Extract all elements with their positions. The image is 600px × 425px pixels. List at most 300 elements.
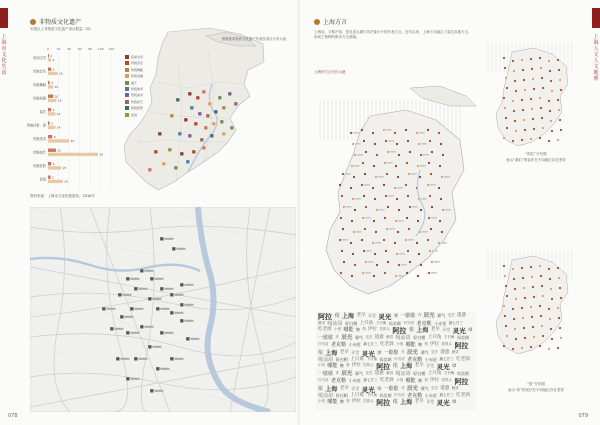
dialect-sample-point [431, 261, 433, 263]
mini-map-point [504, 275, 506, 277]
dialect-sample-point [407, 195, 409, 197]
word-cloud-term: 捏鼻头 [363, 399, 374, 403]
dialect-point-label-bar [388, 195, 394, 197]
x-tick-label: 60 [77, 47, 82, 51]
word-cloud-term: 小囡 [334, 327, 342, 331]
heritage-site-marker [218, 96, 222, 100]
mini-map-point [551, 130, 553, 132]
bar-value-label: 14 [56, 125, 61, 130]
street-site-label-bar [138, 288, 147, 290]
mini-map-point [539, 97, 541, 99]
street-site-label-bar [130, 278, 139, 280]
street-site-label-bar [120, 358, 129, 360]
dialect-sample-point [440, 143, 442, 145]
dialect-sample-point [363, 195, 365, 197]
word-cloud-term: 上只角 [427, 335, 442, 340]
category-label: 民俗 [39, 177, 46, 182]
word-cloud-term: 下只角 [366, 393, 378, 397]
mini-map-2-land [496, 256, 568, 354]
district-map-legend [125, 55, 149, 119]
dialect-sample-point [352, 198, 354, 200]
word-cloud-term: 一歇歇 [318, 371, 334, 377]
street-site-label-bar [184, 304, 193, 306]
street-site-marker [126, 277, 130, 281]
mini-map-point [557, 307, 559, 309]
category-label: 传统舞蹈 [33, 83, 46, 87]
mini-map-point [548, 100, 550, 102]
word-cloud-term: 吃老酒 [380, 377, 394, 383]
word-cloud-term: 吃老酒 [456, 357, 470, 362]
street-site-marker [170, 311, 174, 315]
dialect-sample-point [396, 253, 398, 255]
dialect-sample-point [386, 173, 388, 175]
mini-map-2-note: 表示“你”的说法在不同地区存在差异 [507, 388, 565, 392]
mini-map-point [542, 127, 544, 129]
word-cloud-term: 嗲 [377, 385, 382, 391]
bar-value-label: 5 [52, 175, 54, 180]
word-cloud-term: 搞七廿三 [363, 341, 378, 346]
street-site-label-bar [130, 378, 139, 380]
heritage-site-marker [178, 132, 182, 136]
word-cloud-term: 勿 [346, 363, 350, 367]
mini-map-point [523, 79, 525, 81]
right-page-number: 079 [578, 413, 588, 419]
dialect-point-label-bar [431, 217, 437, 219]
street-site-marker [160, 331, 164, 335]
dialect-point-label-bar [397, 187, 403, 189]
legend-swatch-icon [125, 113, 129, 117]
heritage-site-marker [222, 132, 226, 136]
word-cloud-term: 交关 [430, 385, 438, 390]
mini-map-point [506, 87, 508, 89]
dialect-sample-point [385, 195, 387, 197]
dialect-sample-point [396, 143, 398, 145]
word-cloud-term: 捣浆糊 [379, 393, 392, 398]
dialect-point-label-bar [355, 143, 361, 145]
street-site-label-bar [138, 358, 147, 360]
bar-municipal [48, 139, 69, 142]
word-cloud-term: 下只角 [444, 371, 455, 375]
word-cloud-term: 好白相 [413, 371, 426, 376]
mini-map-point [521, 307, 523, 309]
street-site-label-bar [106, 308, 115, 310]
mini-map-point [540, 107, 542, 109]
word-cloud-term: 阿拉 [454, 341, 469, 350]
legend-swatch-icon [125, 81, 129, 85]
dialect-sample-point [398, 209, 400, 211]
word-cloud-term: 一歇歇 [383, 385, 399, 392]
dialect-sample-point [384, 162, 386, 164]
word-cloud-term: 搞七廿三 [448, 321, 463, 325]
mini-map-point [522, 317, 524, 319]
mini-map-point [541, 285, 543, 287]
mini-map-point [551, 298, 553, 300]
heritage-site-marker [208, 102, 212, 106]
street-site-marker [180, 303, 184, 307]
street-site-label-bar [160, 368, 169, 370]
mini-map-point [513, 278, 515, 280]
heritage-site-marker [170, 114, 174, 118]
bar-municipal [48, 153, 98, 156]
heritage-site-marker [196, 96, 200, 100]
word-cloud-term: 哪能 [343, 327, 354, 333]
mini-map-point [539, 305, 541, 307]
left-section-title [30, 17, 81, 26]
mini-map-point [503, 137, 505, 139]
mini-map-point [532, 286, 534, 288]
dialect-sample-point [394, 187, 396, 189]
street-site-label-bar [122, 294, 131, 296]
dialect-sample-point [352, 143, 354, 145]
dialect-sample-point [362, 162, 364, 164]
mini-map-point [539, 137, 541, 139]
dialect-sample-point [362, 217, 364, 219]
bar-national [48, 122, 50, 125]
street-site-label-bar [184, 284, 193, 286]
word-cloud-term: 交关 [430, 349, 438, 354]
legend-label: 传统医药 [131, 106, 144, 111]
dialect-sample-point [372, 132, 374, 134]
dialect-sample-point [397, 231, 399, 233]
dialect-sample-point [365, 261, 367, 263]
mini-map-point [541, 77, 543, 79]
dialect-sample-point [417, 165, 419, 167]
dialect-point-label-bar [431, 272, 437, 274]
dialect-sample-point [364, 173, 366, 175]
mini-map-point [524, 297, 526, 299]
mini-map-point [539, 57, 541, 59]
street-site-marker [130, 307, 134, 311]
street-site-label-bar [190, 338, 199, 340]
legend-label: 传统美术 [131, 93, 144, 98]
word-cloud-term: 吃老酒 [456, 393, 470, 398]
dialect-point-label-bar [365, 272, 371, 274]
street-site-label-bar [174, 358, 183, 360]
dialect-point-label-bar [401, 264, 407, 266]
street-site-marker [116, 357, 120, 361]
street-site-marker [186, 337, 190, 341]
word-cloud-term: 下只角 [366, 357, 378, 361]
word-cloud-term: 辰光 [341, 335, 353, 341]
left-footnote: 资料来源：上海市文化和旅游局，2018年 [30, 194, 95, 198]
dialect-sample-point [350, 242, 352, 244]
x-tick-label: 40 [67, 47, 72, 51]
dialect-point-label-bar [388, 140, 394, 142]
dialect-sample-point [339, 184, 341, 186]
street-site-label-bar [184, 320, 193, 322]
street-site-marker [160, 287, 164, 291]
dialect-sample-point [376, 154, 378, 156]
mini-map-point [542, 87, 544, 89]
dialect-sample-point [408, 173, 410, 175]
legend-item [125, 74, 149, 78]
word-cloud-term: 好白相 [335, 357, 348, 362]
dialect-sample-point [417, 220, 419, 222]
word-cloud-term: 瞎讲 [386, 371, 394, 375]
legend-label: 传统体育 [131, 86, 144, 91]
word-cloud-term: 适意 [440, 349, 450, 355]
word-cloud-term: 勿 [424, 341, 428, 346]
dialect-sample-point [353, 231, 355, 233]
dialect-map-label: 上海市方言分区示意 [314, 70, 346, 74]
bar-value-label: 28 [64, 179, 68, 184]
dialect-sample-point [417, 275, 419, 277]
dialect-sample-point [409, 206, 411, 208]
bar-municipal [48, 180, 63, 183]
mini-map-point [514, 80, 516, 82]
word-cloud-term: 拎勿清 [394, 393, 405, 397]
word-cloud-term: 捣浆糊 [379, 357, 392, 362]
word-cloud-term: 下只角 [444, 335, 455, 339]
street-site-label-bar [130, 332, 139, 334]
word-cloud-term: 适意 [440, 385, 450, 391]
word-cloud-term: 伊拉 [429, 341, 439, 347]
word-cloud-term: 作 [335, 335, 340, 339]
bar-value-label: 95 [99, 152, 104, 157]
mini-map-point [539, 265, 541, 267]
dialect-sample-point [418, 253, 420, 255]
mini-map-point [503, 305, 505, 307]
mini-map-point [505, 285, 507, 287]
mini-map-point [524, 89, 526, 91]
dialect-sample-point [376, 264, 378, 266]
dialect-point-label-bar [434, 261, 440, 263]
x-tick-label: 80 [88, 47, 93, 51]
dialect-point-label-bar [421, 143, 427, 145]
mini-map-point [548, 308, 550, 310]
category-label: 传统医药 [33, 164, 46, 168]
dialect-point-label-bar [430, 184, 436, 186]
street-site-marker [172, 247, 176, 251]
legend-swatch-icon [125, 100, 129, 104]
legend-swatch-icon [125, 68, 129, 72]
legend-item [125, 55, 149, 59]
word-cloud-term: 小囡 [318, 363, 325, 367]
word-cloud-term: 灵光 [436, 399, 450, 407]
right-page [300, 0, 600, 425]
street-site-marker [170, 357, 174, 361]
dialect-sample-point [351, 275, 353, 277]
dialect-sample-point [361, 184, 363, 186]
dialect-sample-point [430, 173, 432, 175]
bar-value-label: 40 [70, 139, 75, 143]
street-site-label-bar [164, 238, 173, 240]
dialect-sample-point [431, 206, 433, 208]
category-label: 传统音乐 [33, 69, 46, 74]
street-site-marker [170, 293, 174, 297]
left-section-title-text: 非物质文化遗产 [39, 19, 82, 26]
dialect-sample-point [354, 154, 356, 156]
bar-national [48, 149, 56, 152]
word-cloud-term: 捣浆糊 [457, 335, 470, 340]
legend-swatch-icon [125, 106, 129, 110]
dialect-sample-point [375, 176, 377, 178]
word-cloud-term: 捏鼻头 [379, 327, 390, 331]
street-site-label-bar [152, 346, 161, 348]
street-site-marker [148, 297, 152, 301]
word-cloud-term: 适意 [456, 313, 466, 318]
dialect-point-label-bar [408, 239, 414, 241]
word-cloud-term: 覅 [356, 327, 361, 332]
mini-map-1 [482, 32, 582, 172]
word-cloud-term: 拎勿清 [403, 321, 414, 325]
dialect-sample-point [384, 217, 386, 219]
street-site-marker [160, 237, 164, 241]
word-cloud-term: 嗲 [452, 363, 457, 368]
mini-map-point [559, 79, 561, 81]
word-cloud-term: 上海 [341, 313, 354, 320]
dialect-point-label-bar [444, 176, 450, 178]
heritage-site-marker [204, 126, 208, 130]
word-cloud-term: 灵光 [361, 385, 375, 394]
word-cloud-term: 小囡 [396, 341, 404, 346]
bar-municipal [48, 85, 53, 88]
dialect-word-cloud [316, 312, 476, 410]
dialect-sample-point [441, 231, 443, 233]
dialect-point-label-bar [375, 242, 381, 244]
legend-item [125, 106, 149, 110]
word-cloud-term: 小赤佬 [348, 377, 361, 383]
word-cloud-term: 邪气 [437, 313, 446, 318]
street-site-marker [140, 269, 144, 273]
category-label: 传统体育、游 [26, 123, 46, 128]
dialect-point-label-bar [342, 239, 348, 241]
word-cloud-term: 交关 [447, 313, 455, 317]
right-section-title-text: 上海方言 [323, 19, 348, 26]
dialect-sample-point [438, 242, 440, 244]
word-cloud-term: 侬 [318, 385, 324, 392]
district-map-caption: 国家级非物质文化遗产代表性项目分布示意 [221, 37, 286, 41]
word-cloud-term: 老克勒 [331, 341, 347, 348]
mini-map-point [541, 117, 543, 119]
word-cloud-term: 伊拉 [367, 327, 377, 332]
dialect-sample-point [416, 242, 418, 244]
heritage-site-marker [188, 134, 192, 138]
bar-value-label: 6 [52, 58, 55, 62]
word-cloud-term: 覅 [418, 341, 423, 347]
dialect-sample-point [395, 220, 397, 222]
bar-value-label: 3 [51, 121, 53, 126]
mini-map-point [503, 345, 505, 347]
dialect-sample-point [342, 228, 344, 230]
word-cloud-term: 上海 [325, 349, 338, 357]
heritage-site-marker [162, 162, 166, 166]
x-tick-label: 100 [97, 47, 104, 51]
bar-value-label: 18 [59, 71, 63, 76]
word-cloud-term: 邪气 [420, 385, 429, 391]
word-cloud-term: 灵光 [436, 363, 450, 371]
dialect-point-label-bar [422, 231, 428, 233]
legend-label: 传统音乐 [131, 61, 144, 66]
mini-map-point [531, 108, 533, 110]
word-cloud-term: 小赤佬 [434, 321, 447, 326]
word-cloud-term: 嗲 [452, 399, 457, 404]
word-cloud-term: 作 [401, 349, 405, 354]
dialect-point-label-bar [345, 173, 351, 175]
mini-map-point [522, 277, 524, 279]
dialect-sample-point [439, 220, 441, 222]
dialect-map [310, 80, 482, 305]
street-site-marker [148, 345, 152, 349]
word-cloud-term: 老早 [414, 363, 424, 368]
mini-map-point [503, 57, 505, 59]
word-cloud-term: 拎勿清 [318, 341, 329, 346]
mini-map-point [522, 69, 524, 71]
dialect-sample-point [341, 195, 343, 197]
heritage-site-marker [174, 166, 178, 170]
word-cloud-term: 老克勒 [416, 321, 432, 327]
section-bullet-icon-right [314, 19, 320, 25]
chart-caption: 市级以上非物质文化遗产项目数量（项） [30, 27, 93, 31]
mini-map-point [560, 129, 562, 131]
dialect-sample-point [405, 239, 407, 241]
dialect-sample-point [340, 272, 342, 274]
street-site-label-bar [114, 328, 123, 330]
dialect-sample-point [373, 220, 375, 222]
street-site-marker [150, 389, 154, 393]
dialect-sample-point [398, 154, 400, 156]
dialect-point-label-bar [356, 231, 362, 233]
bar-municipal [48, 99, 56, 102]
word-cloud-term: 哪能 [405, 377, 416, 384]
word-cloud-term: 灵光 [378, 313, 392, 321]
word-cloud-term: 老早 [430, 327, 440, 332]
dialect-sample-point [409, 151, 411, 153]
word-cloud-term: 侬 [409, 327, 415, 333]
dialect-sample-point [351, 220, 353, 222]
dialect-sample-point [343, 261, 345, 263]
mini-map-point [530, 138, 532, 140]
dialect-sample-point [365, 206, 367, 208]
left-page-number: 078 [8, 413, 18, 419]
mini-map-point [557, 99, 559, 101]
bar-value-label: 14 [56, 112, 61, 116]
word-cloud-term: 捣浆糊 [457, 371, 470, 376]
word-cloud-term: 嗲 [468, 327, 473, 332]
legend-label: 曲艺 [131, 80, 138, 85]
dialect-point-label-bar [389, 228, 395, 230]
mini-map-point [557, 267, 559, 269]
word-cloud-term: 适意 [374, 335, 384, 340]
legend-item [125, 93, 149, 97]
dialect-sample-point [430, 228, 432, 230]
mini-map-point [551, 90, 553, 92]
dialect-sample-point [364, 228, 366, 230]
dialect-sample-point [420, 154, 422, 156]
mini-map-point [531, 68, 533, 70]
word-cloud-term: 老克勒 [331, 377, 347, 384]
mini-map-point [512, 100, 514, 102]
dialect-point-label-bar [386, 129, 392, 131]
word-cloud-term: 上只角 [427, 371, 442, 376]
mini-map-point [504, 67, 506, 69]
word-cloud-term: 伊拉 [351, 363, 361, 368]
word-cloud-term: 覅 [418, 377, 423, 383]
dialect-sample-point [394, 132, 396, 134]
word-cloud-term: 伊拉 [429, 377, 439, 383]
heritage-site-marker [202, 90, 206, 94]
legend-item [125, 61, 149, 65]
mini-map-point [531, 316, 533, 318]
dialect-point-label-bar [368, 261, 374, 263]
mini-map-point [548, 348, 550, 350]
bar-value-label: 2 [50, 53, 53, 58]
dialect-sample-point [440, 198, 442, 200]
legend-label: 民俗 [131, 112, 138, 117]
mini-map-point [512, 268, 514, 270]
dialect-sample-point [427, 239, 429, 241]
word-cloud-term: 老早 [414, 399, 424, 404]
